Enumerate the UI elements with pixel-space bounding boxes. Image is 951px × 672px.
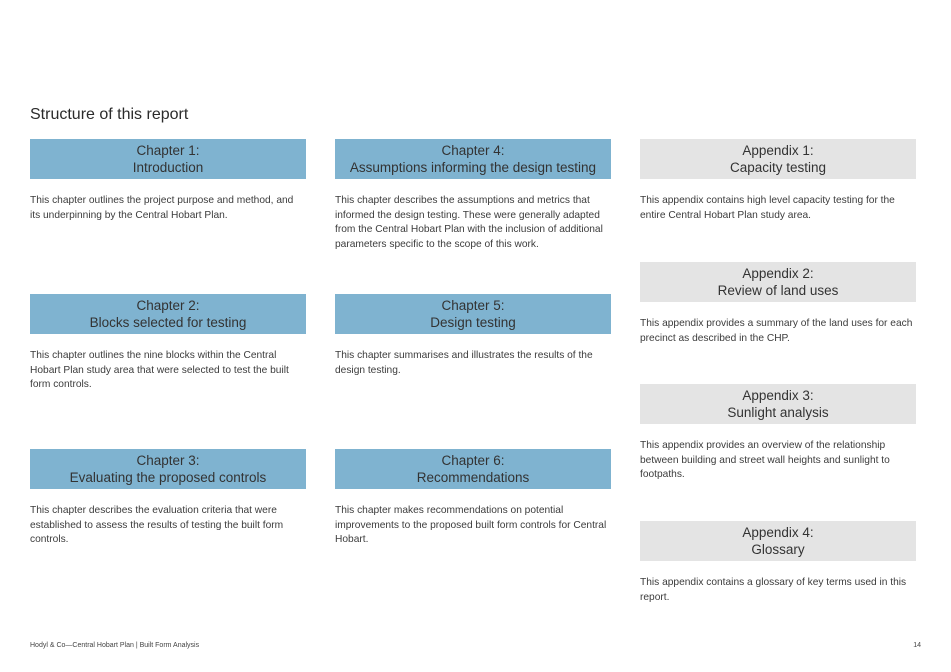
appendix-3-number: Appendix 3: <box>742 388 814 403</box>
appendix-2-number: Appendix 2: <box>742 266 814 281</box>
chapter-4-title: Assumptions informing the design testing <box>349 160 597 175</box>
appendix-3-header <box>640 384 916 424</box>
page-title: Structure of this report <box>30 106 189 123</box>
chapter-6-header <box>335 449 611 489</box>
appendix-4-title: Glossary <box>751 542 805 557</box>
chapter-3-header <box>30 449 306 489</box>
appendix-2-title: Review of land uses <box>717 283 839 298</box>
chapter-3-title: Evaluating the proposed controls <box>69 470 267 485</box>
appendix-1-title: Capacity testing <box>729 160 827 175</box>
chapter-5-title: Design testing <box>430 315 516 330</box>
chapter-2-card <box>30 294 306 393</box>
chapter-4-card <box>335 139 611 252</box>
footer-text: Hodyl & Co—Central Hobart Plan | Built Form Analysis <box>30 642 200 649</box>
chapter-6-card <box>335 449 611 548</box>
chapter-1-card <box>30 139 306 223</box>
appendix-3-title: Sunlight analysis <box>727 405 829 420</box>
chapter-5-card <box>335 294 611 378</box>
chapter-4-description: This chapter describes the assumptions and metrics that informed the design testing. These were generally adapted from the Central Hobart Plan with the inclusion of additional parameters specific to the scope of this work. <box>335 195 603 250</box>
chapter-3-description: This chapter describes the evaluation criteria that were established to assess the results of testing the built form controls. <box>30 505 284 545</box>
appendix-2-header <box>640 262 916 302</box>
chapter-1-description: This chapter outlines the project purpose and method, and its underpinning by the Central Hobart Plan. <box>30 195 294 221</box>
appendix-4-number: Appendix 4: <box>742 525 814 540</box>
chapter-2-title: Blocks selected for testing <box>89 315 247 330</box>
chapter-6-title: Recommendations <box>416 470 530 485</box>
appendix-2-card <box>640 262 916 346</box>
chapter-1-header <box>30 139 306 179</box>
chapter-5-description: This chapter summarises and illustrates the results of the design testing. <box>335 350 593 376</box>
chapter-1-number: Chapter 1: <box>136 143 200 158</box>
page-number: 14 <box>913 642 921 649</box>
chapter-4-number: Chapter 4: <box>441 143 505 158</box>
chapter-5-number: Chapter 5: <box>441 298 505 313</box>
appendix-1-number: Appendix 1: <box>742 143 814 158</box>
appendix-3-card <box>640 384 916 483</box>
appendix-4-description: This appendix contains a glossary of key terms used in this report. <box>640 577 907 603</box>
appendix-2-description: This appendix provides a summary of the land uses for each precinct as described in the CHP. <box>640 318 913 344</box>
appendix-4-header <box>640 521 916 561</box>
appendix-1-description: This appendix contains high level capacity testing for the entire Central Hobart Plan study area. <box>640 195 895 221</box>
appendix-3-description: This appendix provides an overview of the relationship between building and street wall heights and sunlight to footpaths. <box>640 440 890 480</box>
appendix-1-card <box>640 139 916 223</box>
chapter-6-description: This chapter makes recommendations on potential improvements to the proposed built form controls for Central Hobart. <box>335 505 607 545</box>
chapter-3-card <box>30 449 306 548</box>
chapter-5-header <box>335 294 611 334</box>
chapter-1-title: Introduction <box>132 160 204 175</box>
chapter-2-number: Chapter 2: <box>136 298 200 313</box>
appendix-1-header <box>640 139 916 179</box>
appendix-4-card <box>640 521 916 605</box>
chapter-4-header <box>335 139 611 179</box>
chapter-3-number: Chapter 3: <box>136 453 200 468</box>
chapter-2-description: This chapter outlines the nine blocks within the Central Hobart Plan study area that were selected to test the built form controls. <box>30 350 289 390</box>
chapter-6-number: Chapter 6: <box>441 453 505 468</box>
chapter-2-header <box>30 294 306 334</box>
